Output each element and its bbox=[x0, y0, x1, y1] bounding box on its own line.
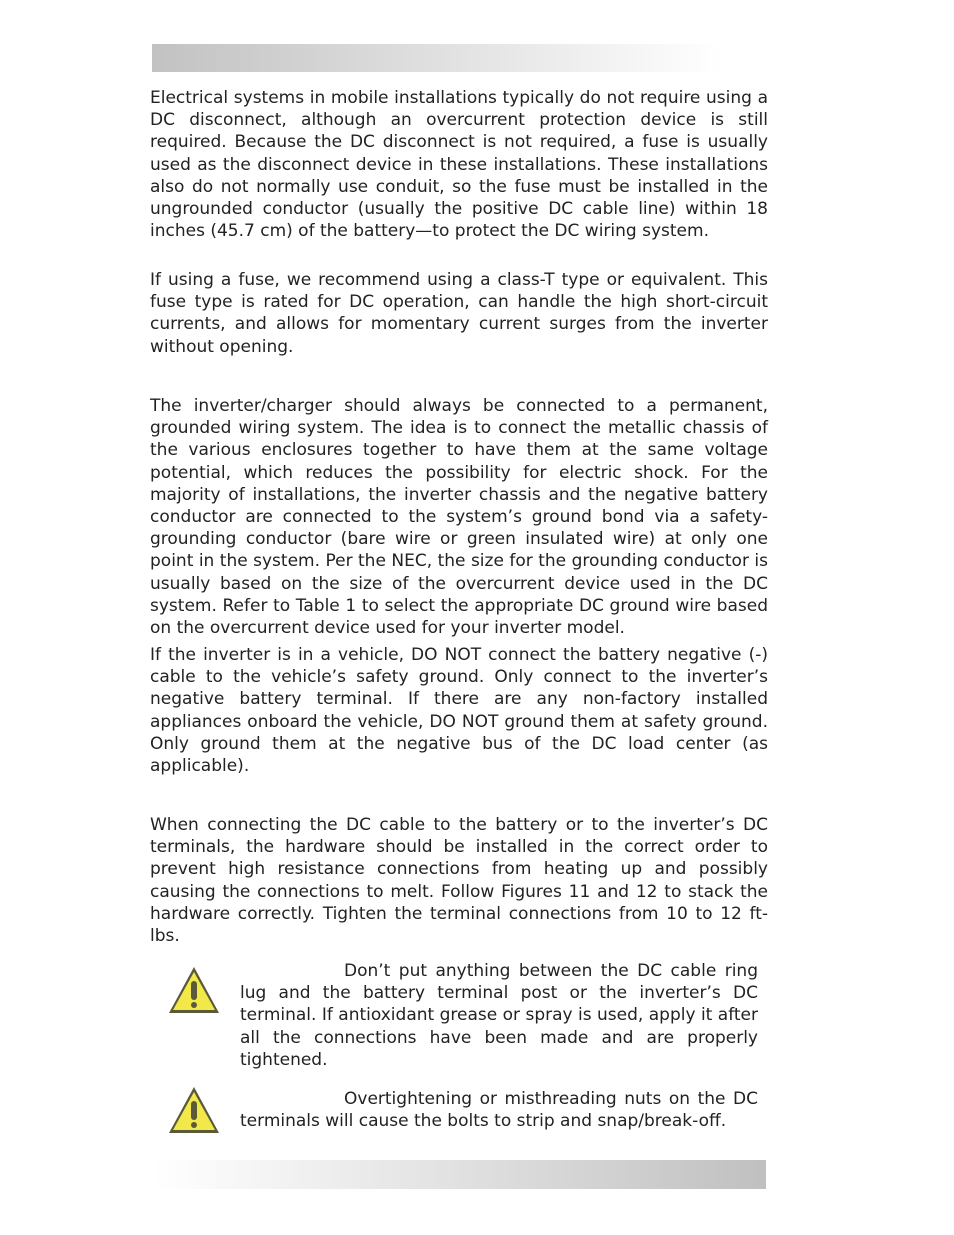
header-bar bbox=[152, 44, 722, 72]
caution-text: Don’t put anything between the DC cable ring lug and the battery terminal post or the inverter’s DC terminal. If antioxidant grease or spray is used, apply it after all the connections have been made and are properly tightened. bbox=[240, 961, 758, 1070]
paragraph-vehicle-ground: If the inverter is in a vehicle, DO NOT connect the battery negative (-) cable to the vehicle’s safety ground. Only connect to the inverter’s negative battery terminal. If there are any non-factory installed appliances onboard the vehicle, DO NOT ground them at safety ground. Only ground them at the negative bus of the DC load center (as applicable). bbox=[150, 645, 768, 777]
warning-triangle-icon bbox=[166, 964, 222, 1016]
caution-text: Overtightening or misthreading nuts on the DC terminals will cause the bolts to strip and snap/break-off. bbox=[240, 1089, 758, 1132]
footer-bar bbox=[152, 1160, 766, 1189]
caution-note bbox=[240, 1088, 758, 1132]
paragraph-mobile-disconnect: Electrical systems in mobile installations typically do not require using a DC disconnect, although an overcurrent protection device is still required. Because the DC disconnect is not required, a fuse is usually used as the disconnect device in these installations. These installations also do not normally use conduit, so the fuse must be installed in the ungrounded conductor (usually the positive DC cable line) within 18 inches (45.7 cm) of the battery—to protect the DC wiring system. bbox=[150, 88, 768, 242]
caution-note bbox=[240, 960, 758, 1071]
paragraph-grounding: The inverter/charger should always be connected to a permanent, grounded wiring system. The idea is to connect the metallic chassis of the various enclosures together to have them at the same voltage potential, which reduces the possibility for electric shock. For the majority of installations, the inverter chassis and the negative battery conductor are connected to the system’s ground bond via a safety-grounding conductor (bare wire or green insulated wire) at only one point in the system. Per the NEC, the size for the grounding conductor is usually based on the size of the overcurrent device used in the DC system. Refer to Table 1 to select the appropriate DC ground wire based on the overcurrent device used for your inverter model. bbox=[150, 396, 768, 639]
warning-triangle-icon bbox=[166, 1084, 222, 1136]
paragraph-fuse-recommendation: If using a fuse, we recommend using a class-T type or equivalent. This fuse type is rated for DC operation, can handle the high short-circuit currents, and allows for momentary current surges from the inverter without opening. bbox=[150, 270, 768, 357]
paragraph-hardware-order: When connecting the DC cable to the battery or to the inverter’s DC terminals, the hardware should be installed in the correct order to prevent high resistance connections from heating up and possibly causing the connections to melt. Follow Figures 11 and 12 to stack the hardware correctly. Tighten the terminal connections from 10 to 12 ft-lbs. bbox=[150, 815, 768, 947]
